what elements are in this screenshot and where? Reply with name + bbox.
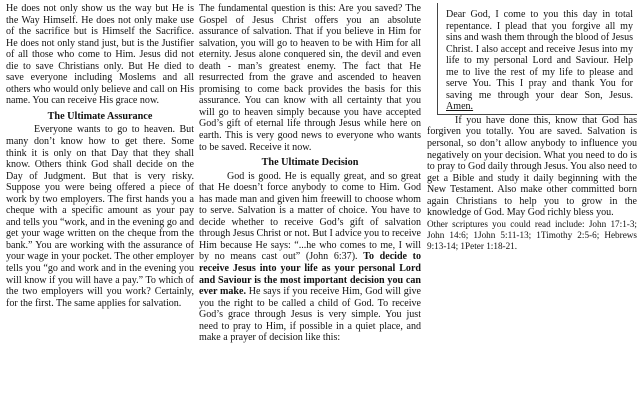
column-left: [1, 0, 197, 419]
heading-ultimate-assurance: The Ultimate Assurance: [47, 110, 153, 122]
column-middle: [197, 0, 424, 419]
column-right: [424, 0, 639, 419]
decision-text-end: He says if you receive Him, God will give you the right to be called a child of God. To receive God’s grace through Jesus is very simple. You just need to pray to Him, if possible in a quiet place, and make a prayer of decision like this:: [199, 286, 422, 344]
heading-ultimate-decision: The Ultimate Decision: [261, 157, 359, 169]
decision-paragraph: [199, 171, 421, 344]
scripture-references: Other scriptures you could read include: John 17:1-3; John 14:6; 1John 5:11-13; 1Timothy 2:5-6; Hebrews 9:13-14; 1Peter 1:18-21.: [427, 218, 637, 251]
prayer-body: Dear God, I come to you this day in total repentance. I plead that you forgive all my sins and wash them through the blood of Jesus Christ. I also accept and receive Jesus into my life to my personal Lord and Saviour. Help me to live the rest of my life to please and serve You. This I pray and thank You for saving me through your dear Son, Jesus.: [446, 9, 633, 101]
decision-text-start: God is good. He is equally great, and so great that He doesn’t force anybody to come to Him. God has made man and given him freewill to choose whom to serve. Salvation is a matter of choice. You have to decide whether to receive God’s gift of salvation through Jesus Christ or not. But I advice you to receive Him because He says: “...he who comes to me, I will by no means cast out” (John 6:37).: [199, 170, 421, 263]
assurance-paragraph: Everyone wants to go to heaven. But many don’t know how to get there. Some think it is only on that Day that they shall know. Others think God shall decide on the Day of Judgment. But that is very risky. Suppose you were being offered a piece of work by two employers. The first hands you a cheque with a specific amount as your pay and tells you “work, and in the evening go and get your wage written on the cheque from the bank.” You are working with the assurance of your wage in your pocket. The other employer tells you “go and work and in the evening you will know if you will have a pay.” To which of the two employers will you work? Certainly, for the first. The same applies for salvation.: [6, 124, 194, 309]
intro-paragraph-left: He does not only show us the way but He is the Way Himself. He does not only make use of the sacrifice but is Himself the Sacrifice. He does not only stand just, but is the Justifier of all those who come to Him. Jesus did not die to save Christians only. But He died to save everyone including Moslems and all others who would only believe and call on His name. You can receive His grace now.: [6, 3, 194, 107]
prayer-text: [446, 9, 633, 113]
intro-paragraph-middle: The fundamental question is this: Are you saved? The Gospel of Jesus Christ offers you an absolute assurance of salvation. That if you believe in Him for salvation, you will go to heaven to be with Him for all eternity. Jesus alone conquered sin, the devil and even death - man’s greatest enemy. The fact that He resurrected from the grave and ascended to heaven promising to come back provides the basis for this assurance. You can know with all certainty that you will go to heaven simply because you have accepted God’s gift of eternal life through Jesus while here on earth. This is very good news to everyone who wants to be saved. Receive it now.: [199, 3, 421, 153]
closing-paragraph: If you have done this, know that God has forgiven you totally. You are saved. Salvation is personal, so don’t allow anybody to influence you negatively on your decision. What you need to do is to pray to God daily through Jesus. You also need to get a Bible and study it daily beginning with the New Testament. Also make other committed born again Christians to help you to grow in the knowledge of God. May God richly bless you.: [427, 114, 637, 219]
prayer-amen: Amen.: [446, 101, 474, 113]
prayer-box: [437, 3, 637, 115]
decision-text-bold: To decide to receive Jesus into your life as your personal Lord and Saviour is the most important decision you can ever make.: [199, 251, 421, 298]
